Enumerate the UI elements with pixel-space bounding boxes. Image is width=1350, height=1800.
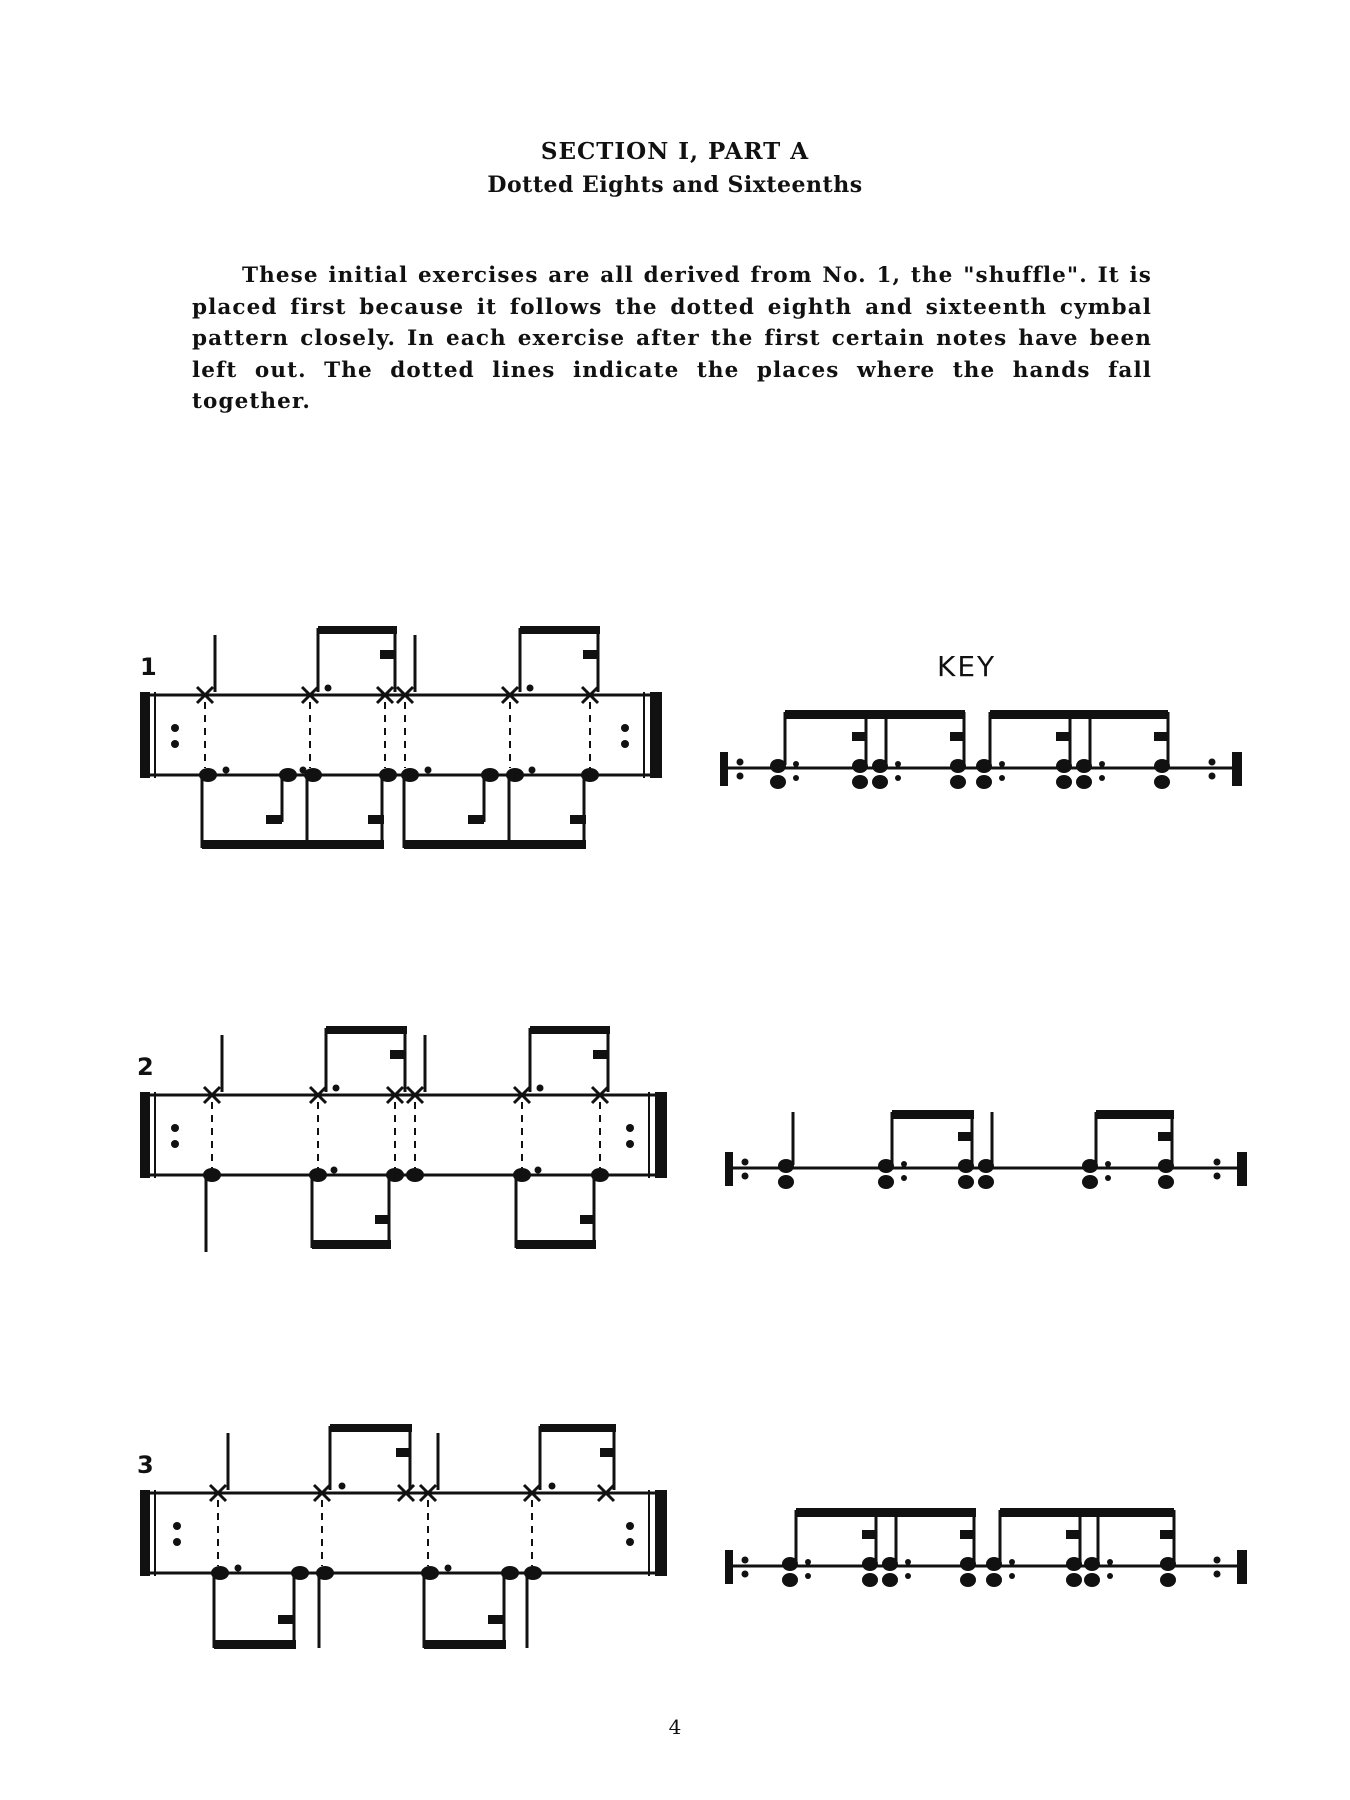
exercise-number-2: 2	[137, 1053, 154, 1081]
key-2-staff	[725, 1110, 1247, 1189]
page-number: 4	[668, 1715, 682, 1739]
section-heading: SECTION I, PART A	[540, 138, 810, 165]
key-1-staff	[720, 710, 1242, 789]
exercise-1-staff	[140, 626, 662, 849]
exercise-number-3: 3	[137, 1451, 154, 1479]
exercise-3-staff	[140, 1424, 667, 1649]
key-3-staff	[725, 1508, 1247, 1587]
exercise-2-staff	[140, 1026, 667, 1252]
exercise-number-1: 1	[140, 653, 157, 681]
section-subtitle: Dotted Eights and Sixteenths	[487, 172, 863, 198]
intro-paragraph: These initial exercises are all derived from No. 1, the "shuffle". It is placed first because it follows the dotted eighth and sixteenth cymbal pattern closely. In each exercise after the first certain notes have been left out. The dotted lines indicate the places where the hands fall together.	[192, 263, 1152, 414]
key-label: KEY	[937, 650, 997, 683]
